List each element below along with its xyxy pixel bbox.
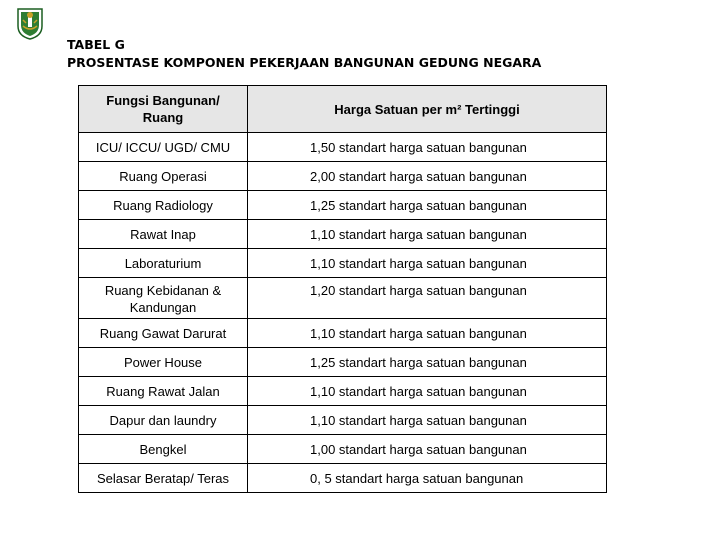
komponen-table: [78, 85, 607, 493]
header-fungsi: Fungsi Bangunan/ Ruang: [79, 86, 248, 133]
table-row: [79, 133, 607, 162]
cell-fungsi: Power House: [79, 348, 248, 377]
cell-fungsi: ICU/ ICCU/ UGD/ CMU: [79, 133, 248, 162]
cell-fungsi: Selasar Beratap/ Teras: [79, 464, 248, 493]
cell-harga: 1,20 standart harga satuan bangunan: [248, 278, 607, 319]
cell-harga: 1,10 standart harga satuan bangunan: [248, 249, 607, 278]
table-row: [79, 348, 607, 377]
title-line-1: TABEL G: [67, 37, 125, 52]
provincial-emblem-icon: [16, 6, 44, 40]
table-row: [79, 249, 607, 278]
cell-harga: 1,25 standart harga satuan bangunan: [248, 348, 607, 377]
table-row: [79, 191, 607, 220]
table-row: [79, 220, 607, 249]
cell-fungsi: Laboraturium: [79, 249, 248, 278]
table-row: [79, 435, 607, 464]
table-row: [79, 406, 607, 435]
cell-harga: 2,00 standart harga satuan bangunan: [248, 162, 607, 191]
table-row: [79, 377, 607, 406]
cell-fungsi: Ruang Rawat Jalan: [79, 377, 248, 406]
cell-harga: 1,10 standart harga satuan bangunan: [248, 220, 607, 249]
document-title: [67, 36, 541, 72]
title-line-2: PROSENTASE KOMPONEN PEKERJAAN BANGUNAN GEDUNG NEGARA: [67, 55, 542, 70]
table-row: [79, 319, 607, 348]
cell-fungsi: Ruang Gawat Darurat: [79, 319, 248, 348]
cell-harga: 0, 5 standart harga satuan bangunan: [248, 464, 607, 493]
cell-harga: 1,00 standart harga satuan bangunan: [248, 435, 607, 464]
table-header-row: [79, 86, 607, 133]
cell-fungsi: Ruang Radiology: [79, 191, 248, 220]
table-row: [79, 162, 607, 191]
cell-harga: 1,10 standart harga satuan bangunan: [248, 406, 607, 435]
cell-fungsi: Dapur dan laundry: [79, 406, 248, 435]
table-row: [79, 464, 607, 493]
cell-harga: 1,10 standart harga satuan bangunan: [248, 377, 607, 406]
table-row: [79, 278, 607, 319]
cell-harga: 1,10 standart harga satuan bangunan: [248, 319, 607, 348]
cell-harga: 1,25 standart harga satuan bangunan: [248, 191, 607, 220]
cell-harga: 1,50 standart harga satuan bangunan: [248, 133, 607, 162]
cell-fungsi: Ruang Operasi: [79, 162, 248, 191]
header-harga: Harga Satuan per m² Tertinggi: [248, 86, 607, 133]
cell-fungsi: Ruang Kebidanan & Kandungan: [79, 278, 248, 319]
cell-fungsi: Rawat Inap: [79, 220, 248, 249]
cell-fungsi: Bengkel: [79, 435, 248, 464]
